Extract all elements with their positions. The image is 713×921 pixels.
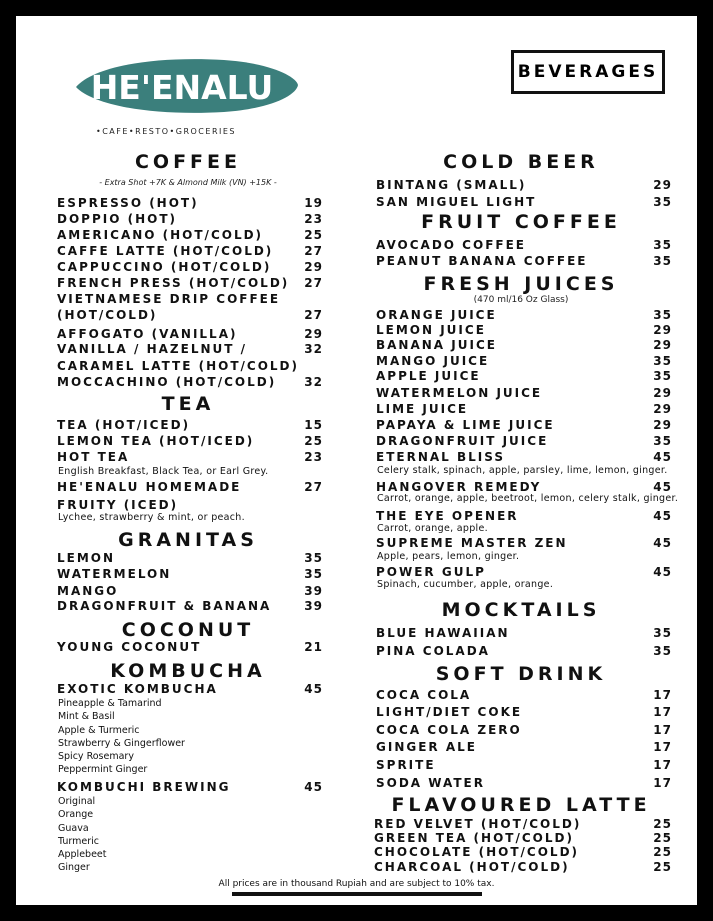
menu-item: ORANGE JUICE 35 (376, 308, 672, 322)
menu-page (16, 16, 697, 905)
coffee-note: - Extra Shot +7K & Almond Milk (VN) +15K - (99, 178, 277, 187)
menu-item: AMERICANO (HOT/COLD) 25 (57, 228, 323, 242)
flavor-item: Guava (58, 822, 89, 834)
menu-item: HANGOVER REMEDY 45 (376, 480, 672, 494)
menu-item: PEANUT BANANA COFFEE 35 (376, 254, 672, 268)
section-title-soft-drink: SOFT DRINK (435, 663, 607, 685)
flavor-item: Mint & Basil (58, 711, 115, 723)
flavor-item: Applebeet (58, 849, 107, 861)
section-title-flavoured-latte: FLAVOURED LATTE (391, 794, 651, 816)
tax-footnote: All prices are in thousand Rupiah and are subject to 10% tax. (218, 879, 495, 889)
menu-item: TEA (HOT/ICED) 15 (57, 418, 323, 432)
menu-item: WATERMELON 35 (57, 567, 323, 581)
item-description: Celery stalk, spinach, apple, parsley, lime, lemon, ginger. (377, 465, 668, 476)
menu-item: BINTANG (SMALL) 29 (376, 178, 672, 192)
item-description: English Breakfast, Black Tea, or Earl Grey. (58, 466, 269, 477)
menu-item: POWER GULP 45 (376, 565, 672, 579)
flavor-item: Original (58, 796, 96, 807)
flavor-item: Orange (58, 809, 94, 821)
menu-item: LEMON 35 (57, 551, 323, 565)
flavor-list (58, 697, 185, 777)
menu-item: COCA COLA 17 (376, 688, 672, 702)
menu-item: ETERNAL BLISS 45 (376, 450, 672, 464)
section-title-fruit-coffee: FRUIT COFFEE (421, 211, 621, 233)
menu-item: HOT TEA 23 (57, 450, 323, 464)
menu-item: CHOCOLATE (HOT/COLD) 25 (374, 845, 672, 859)
section-title-tea: TEA (161, 393, 215, 415)
menu-item: FRUITY (ICED) (57, 498, 179, 512)
menu-item: CHARCOAL (HOT/COLD) 25 (374, 860, 672, 874)
menu-item: LEMON JUICE 29 (376, 323, 672, 337)
menu-item: BLUE HAWAIIAN 35 (376, 626, 672, 640)
menu-item: SUPREME MASTER ZEN 45 (376, 536, 672, 550)
item-description: Carrot, orange, apple. (377, 523, 488, 534)
menu-item: DOPPIO (HOT) 23 (57, 212, 323, 226)
menu-item: THE EYE OPENER 45 (376, 509, 672, 523)
menu-item: PAPAYA & LIME JUICE 29 (376, 418, 672, 432)
menu-item: SODA WATER 17 (376, 776, 672, 790)
flavor-item: Apple & Turmeric (58, 724, 140, 736)
menu-item: LIGHT/DIET COKE 17 (376, 705, 672, 719)
item-description: Carrot, orange, apple, beetroot, lemon, celery stalk, ginger. (377, 493, 679, 504)
juice-glass-note: (470 ml/16 Oz Glass) (473, 295, 569, 305)
flavor-item: Peppermint Ginger (58, 764, 148, 776)
menu-item: AFFOGATO (VANILLA) 29 (57, 327, 323, 341)
section-title-fresh-juices: FRESH JUICES (423, 273, 619, 295)
flavor-item: Spicy Rosemary (58, 751, 134, 763)
menu-item: LIME JUICE 29 (376, 402, 672, 416)
menu-item: MANGO 39 (57, 584, 323, 598)
menu-item: APPLE JUICE 35 (376, 369, 672, 383)
menu-item: SAN MIGUEL LIGHT 35 (376, 195, 672, 209)
section-title-coconut: COCONUT (121, 619, 255, 641)
menu-item: DRAGONFRUIT & BANANA 39 (57, 599, 323, 613)
section-title-coffee: COFFEE (134, 151, 241, 173)
section-title-kombucha: KOMBUCHA (110, 660, 266, 682)
beverages-badge: BEVERAGES (511, 50, 665, 94)
menu-item: DRAGONFRUIT JUICE 35 (376, 434, 672, 448)
menu-item: KOMBUCHI BREWING 45 (57, 780, 323, 794)
menu-item: ESPRESSO (HOT) 19 (57, 196, 323, 210)
menu-item: RED VELVET (HOT/COLD) 25 (374, 817, 672, 831)
item-description: Lychee, strawberry & mint, or peach. (58, 512, 245, 523)
menu-item: GINGER ALE 17 (376, 740, 672, 754)
menu-item: VANILLA / HAZELNUT / 32 (57, 342, 323, 356)
brand-tagline: •CAFE•RESTO•GROCERIES (96, 127, 236, 136)
menu-item: CAFFE LATTE (HOT/COLD) 27 (57, 244, 323, 258)
menu-item: EXOTIC KOMBUCHA 45 (57, 682, 323, 696)
menu-item: CAPPUCCINO (HOT/COLD) 29 (57, 260, 323, 274)
section-title-mocktails: MOCKTAILS (441, 599, 601, 621)
menu-item: CARAMEL LATTE (HOT/COLD) (57, 359, 300, 373)
menu-item: BANANA JUICE 29 (376, 338, 672, 352)
menu-item: AVOCADO COFFEE 35 (376, 238, 672, 252)
menu-item: FRENCH PRESS (HOT/COLD) 27 (57, 276, 323, 290)
menu-item: YOUNG COCONUT 21 (57, 640, 323, 654)
brand-name: HE'ENALU (90, 68, 274, 107)
section-title-granitas: GRANITAS (118, 529, 258, 551)
flavor-item: Turmeric (58, 835, 99, 847)
menu-item: HE'ENALU HOMEMADE 27 (57, 480, 323, 494)
menu-item: MOCCACHINO (HOT/COLD) 32 (57, 375, 323, 389)
flavor-item: Pineapple & Tamarind (58, 698, 162, 709)
menu-item: WATERMELON JUICE 29 (376, 386, 672, 400)
footer-rule (232, 892, 482, 896)
menu-item: VIETNAMESE DRIP COFFEE (57, 292, 281, 306)
heenalu-surfboard-logo (74, 54, 300, 116)
menu-item: LEMON TEA (HOT/ICED) 25 (57, 434, 323, 448)
menu-item: SPRITE 17 (376, 758, 672, 772)
flavor-list (58, 795, 107, 875)
menu-item: GREEN TEA (HOT/COLD) 25 (374, 831, 672, 845)
menu-item: PINA COLADA 35 (376, 644, 672, 658)
flavor-item: Strawberry & Gingerflower (58, 737, 185, 749)
menu-item: MANGO JUICE 35 (376, 354, 672, 368)
flavor-item: Ginger (58, 862, 90, 874)
section-title-cold-beer: COLD BEER (443, 151, 599, 173)
item-description: Apple, pears, lemon, ginger. (377, 551, 520, 562)
menu-item: (HOT/COLD) 27 (57, 308, 323, 322)
menu-item: COCA COLA ZERO 17 (376, 723, 672, 737)
item-description: Spinach, cucumber, apple, orange. (377, 579, 554, 590)
